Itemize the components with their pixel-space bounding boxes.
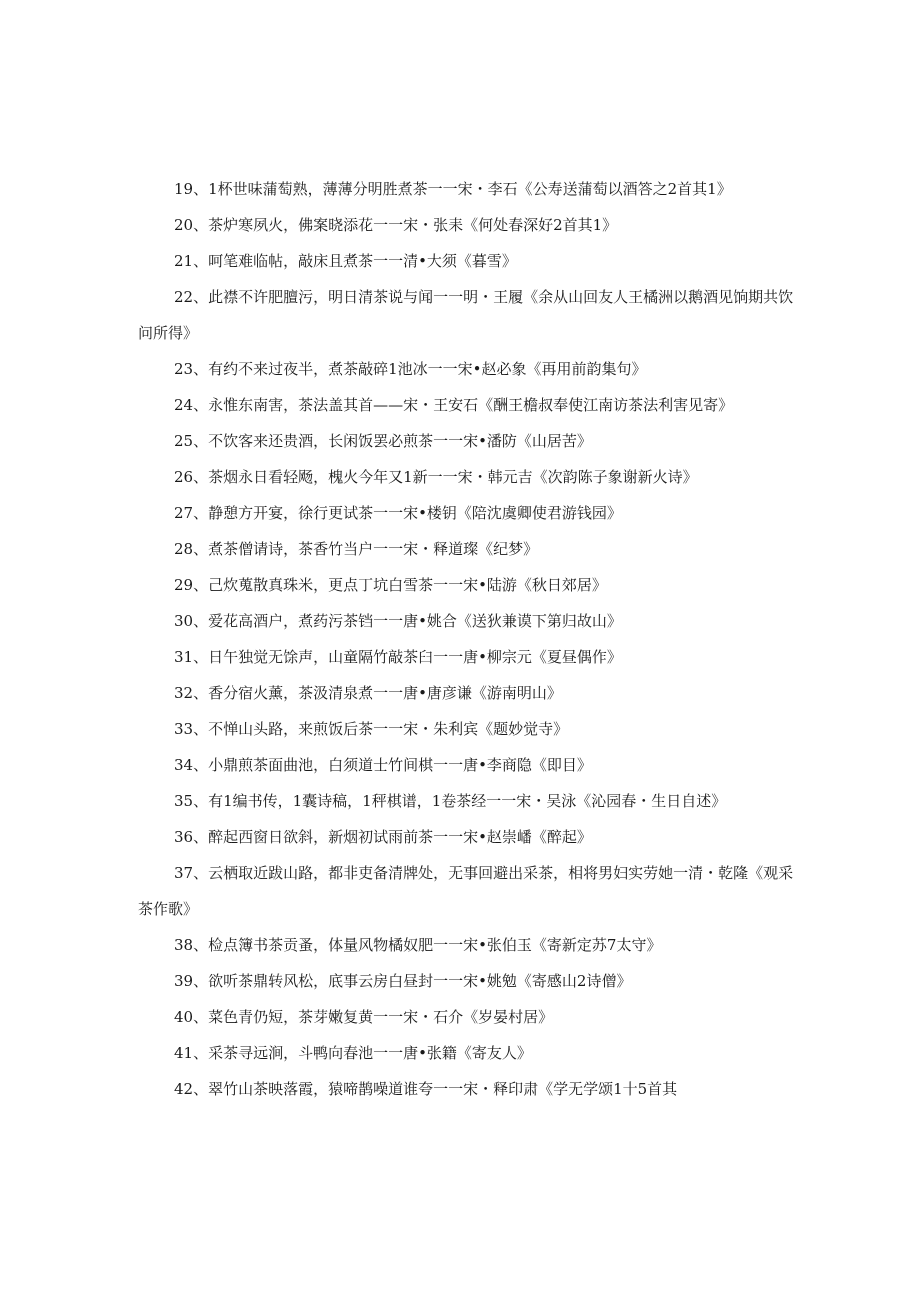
poem-entry-24: 24、永惟东南害，茶法盖其首——宋・王安石《酬王檐叔奉使江南访茶法利害见寄》: [174, 396, 734, 414]
poem-entry-36: 36、醉起西窗日欲斜，新烟初试雨前茶一一宋•赵崇嶓《醉起》: [174, 828, 592, 846]
poem-list: [138, 171, 802, 1107]
poem-entry-41: 41、采茶寻远涧，斗鸭向春池一一唐•张籍《寄友人》: [174, 1044, 532, 1062]
poem-entry-26: 26、茶烟永日看轻飏，槐火今年又1新一一宋・韩元吉《次韵陈子象谢新火诗》: [174, 468, 698, 486]
poem-entry-22: 22、此襟不许肥膻污，明日清茶说与闻一一明・王履《余从山回友人王橘洲以鹅酒见饷期共饮问所得》: [138, 288, 794, 342]
poem-entry-40: 40、菜色青仍短，茶芽嫩复黄一一宋・石介《岁晏村居》: [174, 1008, 554, 1026]
poem-entry-33: 33、不惮山头路，来煎饭后茶一一宋・朱利宾《题妙觉寺》: [174, 720, 569, 738]
poem-entry-20: 20、茶炉寒夙火，佛案晓添花一一宋・张耒《何处春深好2首其1》: [174, 216, 618, 234]
poem-entry-30: 30、爱花高酒户，煮药污茶铛一一唐•姚合《送狄兼谟下第归故山》: [174, 612, 622, 630]
poem-entry-23: 23、有约不来过夜半，煮茶敲碎1池冰一一宋•赵必象《再用前韵集句》: [174, 360, 647, 378]
poem-entry-27: 27、静憩方开宴，徐行更试茶一一宋•楼钥《陪沈虞卿使君游钱园》: [174, 504, 622, 522]
poem-entry-37: 37、云栖取近跋山路，都非吏备清牌处，无事回避出采茶，相将男妇实劳她一清・乾隆《观采茶作歌》: [138, 864, 794, 918]
poem-entry-28: 28、煮茶僧请诗，茶香竹当户一一宋・释道璨《纪梦》: [174, 540, 539, 558]
poem-entry-19: 19、1杯世味蒲萄熟，薄薄分明胜煮茶一一宋・李石《公寿送蒲萄以酒答之2首其1》: [174, 180, 732, 198]
poem-entry-29: 29、己炊蒐散真珠米，更点丁坑白雪茶一一宋•陆游《秋日郊居》: [174, 576, 607, 594]
poem-entry-32: 32、香分宿火薰，茶汲清泉煮一一唐•唐彦谦《游南明山》: [174, 684, 562, 702]
poem-entry-39: 39、欲听茶鼎转风松，底事云房白昼封一一宋•姚勉《寄感山2诗僧》: [174, 972, 632, 990]
poem-entry-42: 42、翠竹山茶映落霞，猿啼鹊噪道谁夸一一宋・释印肃《学无学颂1十5首其: [174, 1080, 678, 1098]
poem-entry-25: 25、不饮客来还贵酒，长闲饭罢必煎茶一一宋•潘防《山居苦》: [174, 432, 592, 450]
poem-entry-34: 34、小鼎煎茶面曲池，白须道士竹间棋一一唐•李商隐《即目》: [174, 756, 592, 774]
poem-entry-31: 31、日午独觉无馀声，山童隔竹敲茶臼一一唐•柳宗元《夏昼偶作》: [174, 648, 622, 666]
poem-entry-38: 38、检点簿书茶贡蚤，体量风物橘奴肥一一宋•张伯玉《寄新定苏7太守》: [174, 936, 662, 954]
poem-entry-21: 21、呵笔难临帖，敲床且煮茶一一清•大须《暮雪》: [174, 252, 517, 270]
poem-entry-35: 35、有1编书传，1囊诗稿，1秤棋谱，1卷茶经一一宋・吴泳《沁园春・生日自述》: [174, 792, 727, 810]
